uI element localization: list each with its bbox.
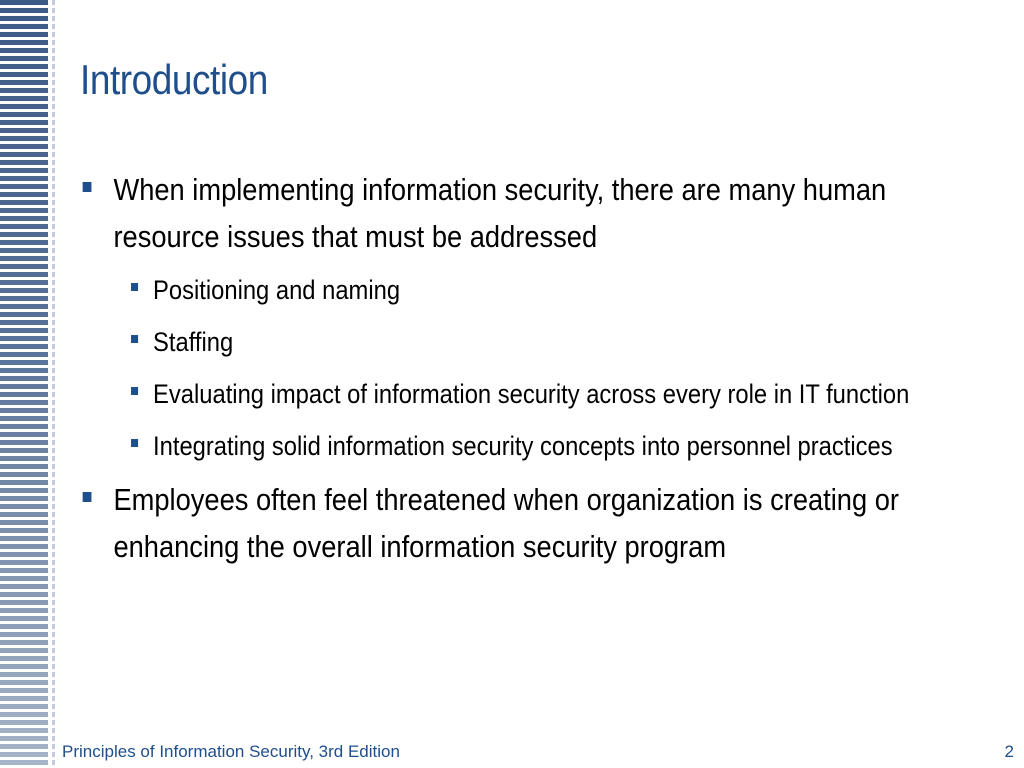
sub-bullet-item: [113, 320, 993, 364]
sub-bullet-item: [113, 424, 993, 468]
footer-page-number: 2: [1004, 742, 1014, 761]
bullet-list: [80, 166, 980, 570]
square-bullet-icon: [131, 335, 138, 343]
bullet-item: [80, 476, 993, 570]
decorative-striped-sidebar: [0, 0, 48, 768]
bullet-item: [80, 166, 993, 468]
slide-title: Introduction: [80, 56, 268, 103]
footer-book-title: Principles of Information Security, 3rd Edition: [62, 742, 400, 761]
sub-bullet-text: Evaluating impact of information security across every role in IT function: [153, 379, 910, 409]
sub-bullet-text: Staffing: [153, 327, 234, 357]
square-bullet-icon: [131, 283, 138, 291]
bullet-text: When implementing information security, there are many human resource issues that must be addressed: [113, 172, 887, 254]
sub-bullet-text: Integrating solid information security concepts into personnel practices: [153, 431, 893, 461]
square-bullet-icon: [83, 182, 92, 192]
square-bullet-icon: [131, 439, 138, 447]
sub-bullet-item: [113, 372, 993, 416]
square-bullet-icon: [83, 492, 92, 502]
sub-bullet-text: Positioning and naming: [153, 275, 401, 305]
bullet-text: Employees often feel threatened when organization is creating or enhancing the overall information security program: [113, 482, 899, 564]
sub-bullet-list: [113, 268, 993, 468]
slide-content: [80, 166, 980, 576]
sub-bullet-item: [113, 268, 993, 312]
decorative-striped-line: [52, 0, 55, 768]
square-bullet-icon: [131, 387, 138, 395]
